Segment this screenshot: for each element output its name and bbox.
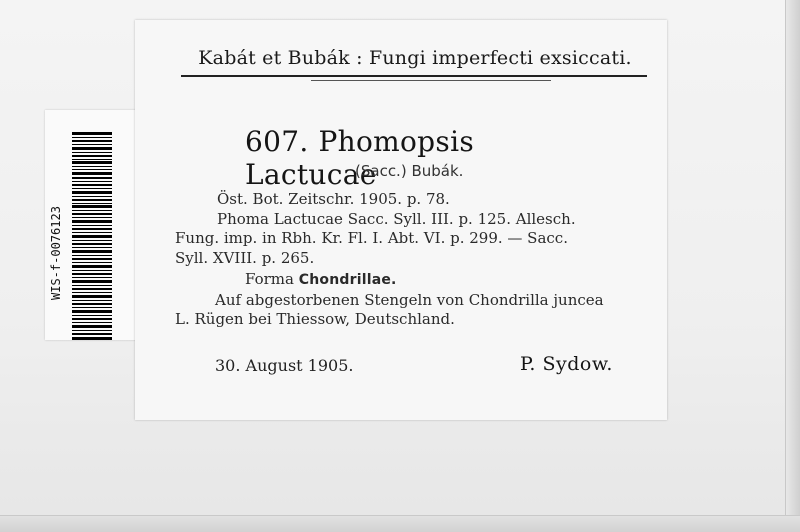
forma-line [175, 270, 655, 291]
collection-date: 30. August 1905. [215, 356, 354, 375]
species-authority: (Sacc.) Bubák. [355, 162, 464, 180]
citation-line: Fung. imp. in Rbh. Kr. Fl. I. Abt. VI. p. 299. — Sacc. [175, 229, 568, 247]
species-name: Phomopsis Lactucae [245, 125, 475, 191]
barcode-bars [72, 132, 112, 340]
barcode-number-text: WIS-f-0076123 [49, 206, 63, 300]
sheet-bottom-edge [0, 515, 800, 532]
label-header: Kabát et Bubák : Fungi imperfecti exsiccati. [198, 47, 632, 69]
header-rule [181, 75, 647, 77]
citation-line: Phoma Lactucae Sacc. Syll. III. p. 125. Allesch. [217, 209, 576, 228]
collector-name: P. Sydow. [520, 353, 613, 375]
sheet-edge [785, 0, 800, 532]
habitat-line: Auf abgestorbenen Stengeln von Chondrilla juncea [215, 290, 604, 309]
forma-name: Chondrillae. [298, 272, 397, 288]
exsiccata-number: 607. [245, 125, 309, 158]
header-rule-thin [311, 80, 551, 81]
species-title [245, 125, 605, 191]
forma-prefix: Forma [245, 270, 294, 288]
habitat-line: L. Rügen bei Thiessow, Deutschland. [175, 310, 455, 328]
label-body [175, 190, 655, 330]
citation-line: Öst. Bot. Zeitschr. 1905. p. 78. [217, 190, 450, 208]
specimen-label [135, 20, 667, 420]
citation-line: Syll. XVIII. p. 265. [175, 248, 315, 267]
